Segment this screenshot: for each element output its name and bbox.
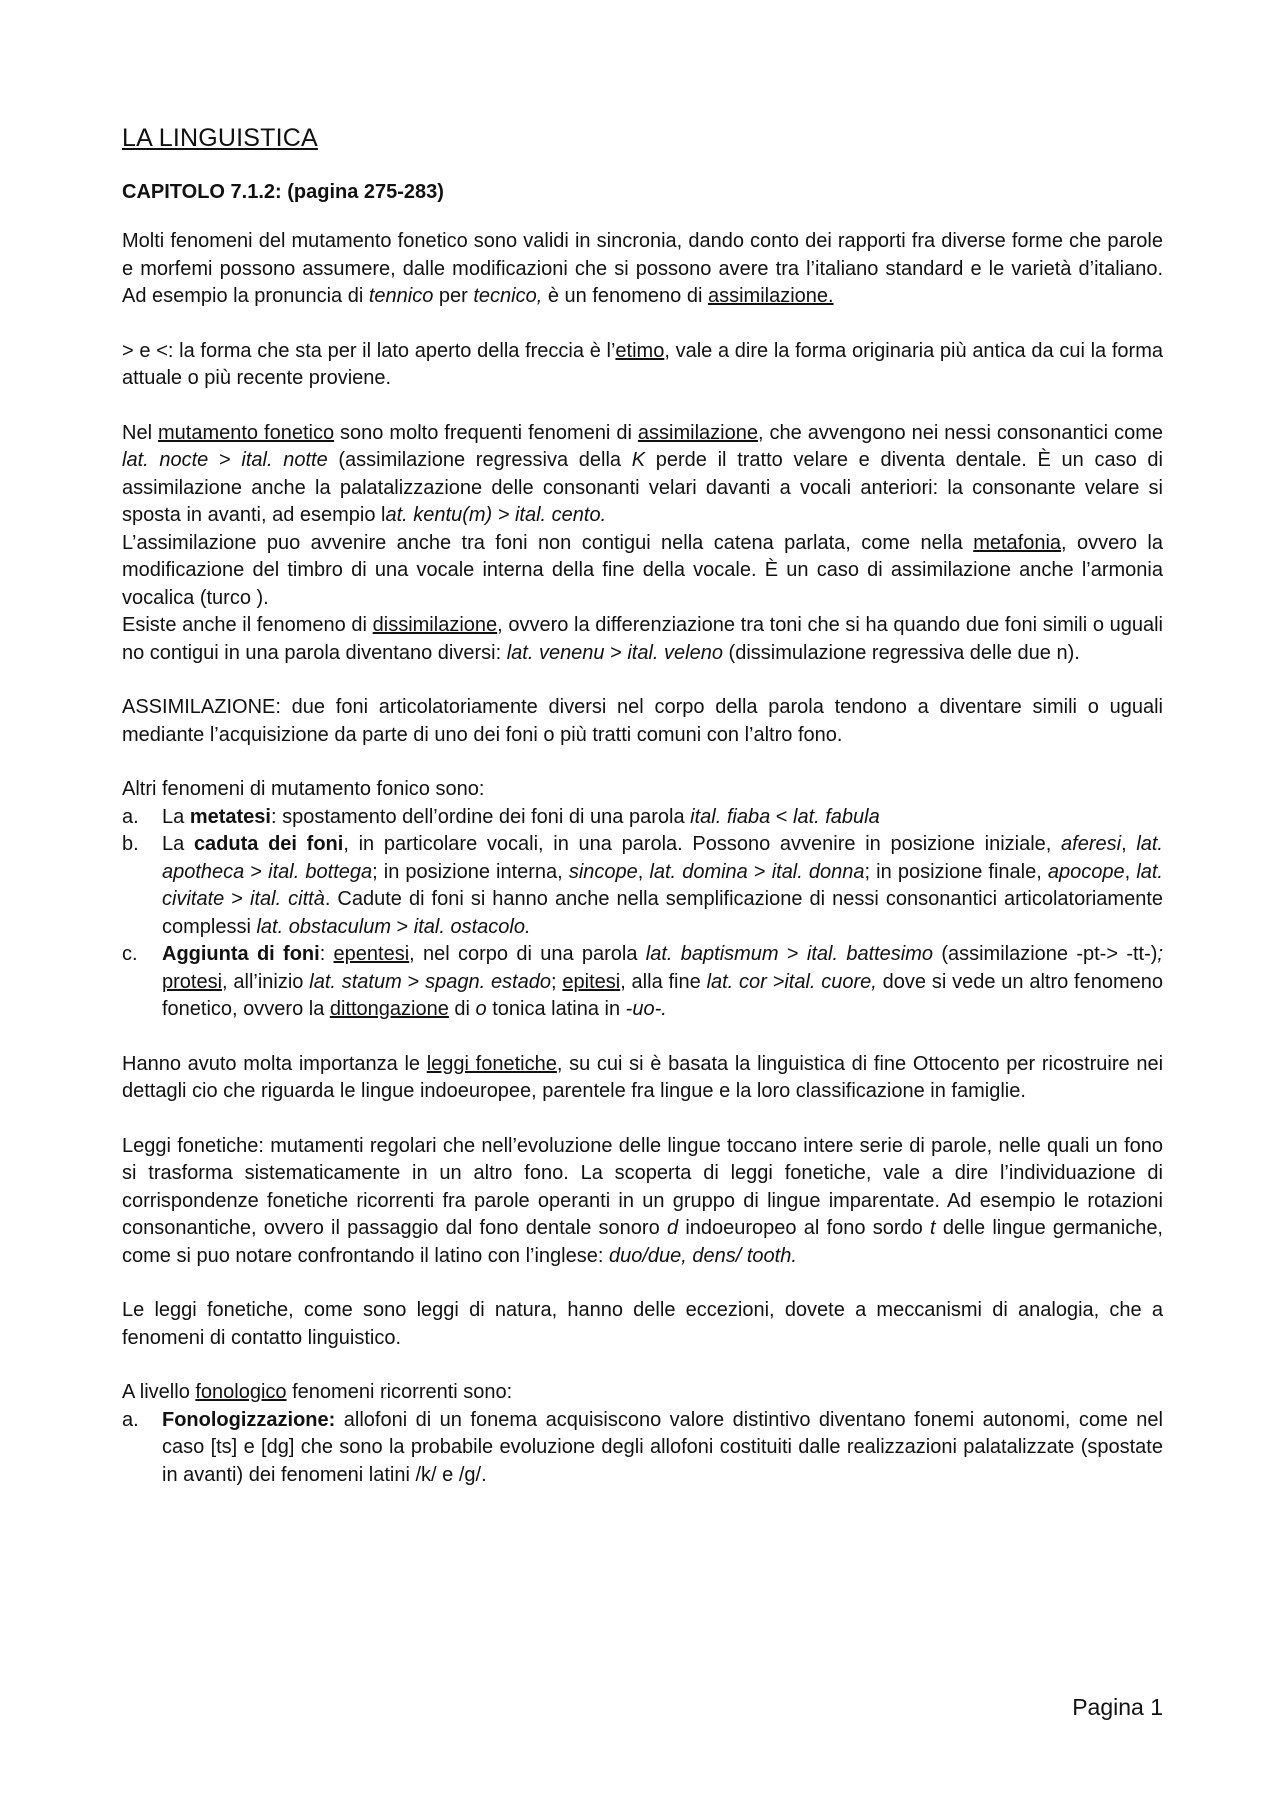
page-number: Pagina 1 bbox=[1072, 1694, 1163, 1720]
paragraph-eccezioni: Le leggi fonetiche, come sono leggi di natura, hanno delle eccezioni, dovete a meccanismi di analogia, che a fenomeni di contatto linguistico. bbox=[122, 1299, 1163, 1349]
list-fenomeni bbox=[122, 804, 1163, 1024]
list-item: a. Fonologizzazione: allofoni di un fonema acquisiscono valore distintivo diventano fonemi autonomi, come nel caso [ts] e [dg] che sono la probabile evoluzione degli allofoni costituiti dalle realizzazioni palatalizzate (spostate in avanti) dei fenomeni latini /k/ e /g/. bbox=[122, 1408, 1163, 1486]
paragraph-altri-fenomeni: Altri fenomeni di mutamento fonico sono: bbox=[122, 778, 485, 800]
paragraph-intro: Molti fenomeni del mutamento fonetico sono validi in sincronia, dando conto dei rapporti fra diverse forme che parole e morfemi possono assumere, dalle modificazioni che si possono avere tra l’italiano standard e le varietà d’italiano. Ad esempio la pronuncia di tennico per tecnico, è un fenomeno di assimilazione. bbox=[122, 230, 1163, 307]
chapter-heading: CAPITOLO 7.1.2: (pagina 275-283) bbox=[122, 181, 444, 203]
paragraph-livello-fonologico: A livello fonologico fenomeni ricorrenti sono: bbox=[122, 1381, 513, 1403]
paragraph-metafonia: L’assimilazione puo avvenire anche tra foni non contigui nella catena parlata, come nella metafonia, ovvero la modificazione del timbro di una vocale interna della fine della vocale. È un caso di assimilazione anche l’armonia vocalica (turco ). bbox=[122, 531, 1163, 609]
paragraph-definizione-leggi: Leggi fonetiche: mutamenti regolari che nell’evoluzione delle lingue toccano intere serie di parole, nelle quali un fono si trasforma sistematicamente in un altro fono. La scoperta di leggi fonetiche, vale a dire l’individuazione di corrispondenze fonetiche ricorrenti fra parole operanti in un gruppo di lingue imparentate. Ad esempio le rotazioni consonantiche, ovvero il passaggio dal fono dentale sonoro d indoeuropeo al fono sordo t delle lingue germaniche, come si puo notare confrontando il latino con l’inglese: duo/due, dens/ tooth. bbox=[122, 1134, 1163, 1267]
paragraph-definizione: ASSIMILAZIONE: due foni articolatoriamente diversi nel corpo della parola tendono a diventare simili o uguali mediante l’acquisizione da parte di uno dei foni o più tratti comuni con l’altro fono. bbox=[122, 696, 1163, 746]
list-item: c. Aggiunta di foni: epentesi, nel corpo di una parola lat. baptismum > ital. battesimo (assimilazione -pt-> -tt-); protesi, all’inizio lat. statum > spagn. estado; epitesi, alla fine lat. cor >ital. cuore, dove si vede un altro fenomeno fonetico, ovvero la dittongazione di o tonica latina in -uo-. bbox=[122, 943, 1164, 1020]
list-item: a. La metatesi: spostamento dell’ordine dei foni di una parola ital. fiaba < lat. fabula bbox=[122, 805, 880, 828]
paragraph-etimo: > e <: la forma che sta per il lato aperto della freccia è l’etimo, vale a dire la forma originaria più antica da cui la forma attuale o più recente proviene. bbox=[122, 339, 1163, 389]
paragraph-assimilazione: Nel mutamento fonetico sono molto frequenti fenomeni di assimilazione, che avvengono nei nessi consonantici come lat. nocte > ital. notte (assimilazione regressiva della K perde il tratto velare e diventa dentale. È un caso di assimilazione anche la palatalizzazione delle consonanti velari davanti a vocali anteriori: la consonante velare si sposta in avanti, ad esempio lat. kentu(m) > ital. cento. bbox=[122, 421, 1163, 526]
list-item: b. La caduta dei foni, in particolare vocali, in una parola. Possono avvenire in posizione iniziale, aferesi, lat. apotheca > ital. bottega; in posizione interna, sincope, lat. domina > ital. donna; in posizione finale, apocope, lat. civitate > ital. città. Cadute di foni si hanno anche nella semplificazione di nessi consonantici articolatoriamente complessi lat. obstaculum > ital. ostacolo. bbox=[122, 833, 1164, 938]
list-fonologico bbox=[122, 1407, 1163, 1490]
paragraph-leggi-fonetiche: Hanno avuto molta importanza le leggi fonetiche, su cui si è basata la linguistica di fine Ottocento per ricostruire nei dettagli cio che riguarda le lingue indoeuropee, parentele fra lingue e la loro classificazione in famiglie. bbox=[122, 1052, 1164, 1102]
paragraph-dissimilazione: Esiste anche il fenomeno di dissimilazione, ovvero la differenziazione tra toni che si ha quando due foni simili o uguali no contigui in una parola diventano diversi: lat. venenu > ital. veleno (dissimulazione regressiva delle due n). bbox=[122, 614, 1163, 664]
document-title: LA LINGUISTICA bbox=[122, 124, 318, 152]
